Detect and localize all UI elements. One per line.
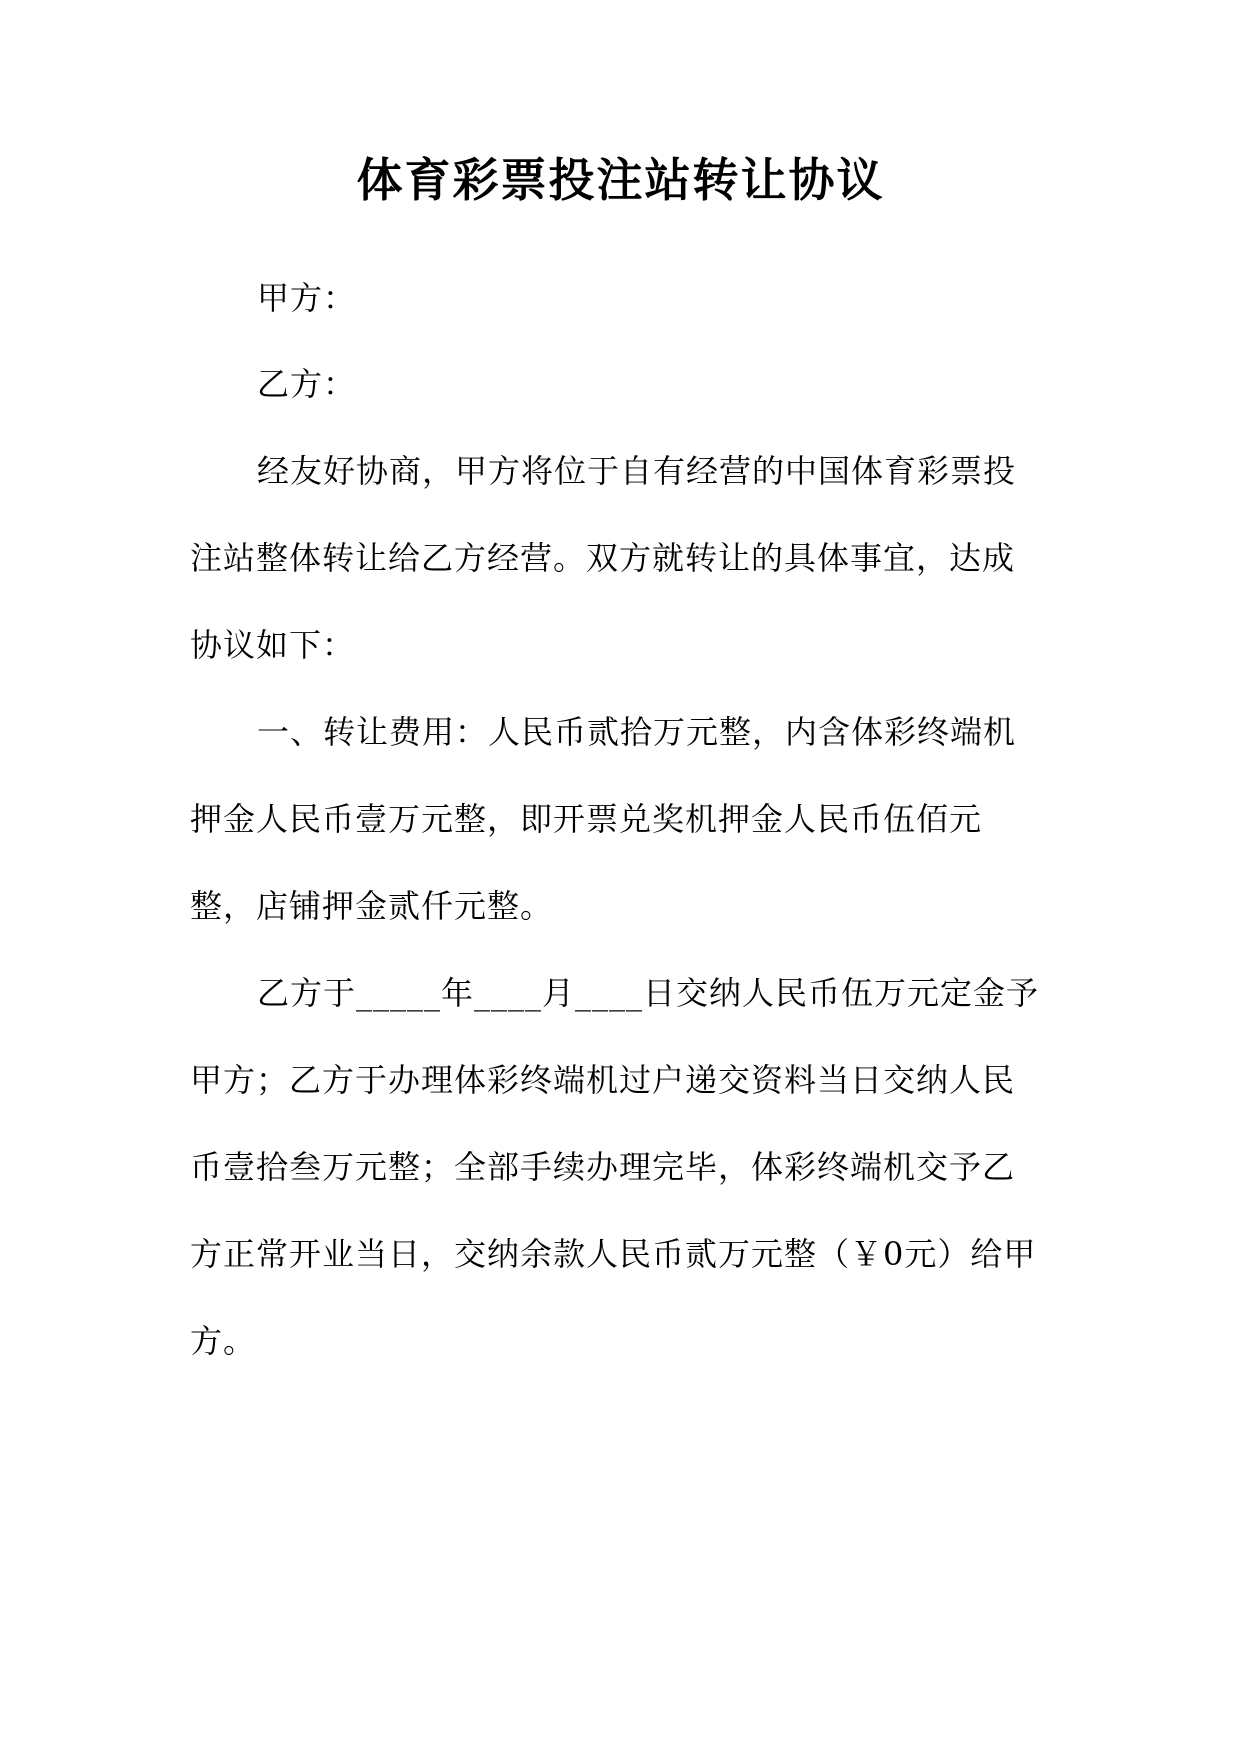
clause-line: 一、转让费用：人民币贰拾万元整，内含体彩终端机 — [257, 713, 1017, 751]
party-a-line: 甲方： — [257, 279, 357, 317]
party-b-line: 乙方： — [257, 365, 357, 403]
paragraph-line: 注站整体转让给乙方经营。双方就转让的具体事宜，达成 — [190, 539, 1016, 577]
payment-line: 方。 — [190, 1322, 257, 1360]
paragraph-line: 经友好协商，甲方将位于自有经营的中国体育彩票投 — [257, 452, 1017, 490]
clause-line: 整，店铺押金贰仟元整。 — [190, 887, 554, 925]
payment-line: 甲方；乙方于办理体彩终端机过户递交资料当日交纳人民 — [190, 1061, 1016, 1099]
payment-line: 方正常开业当日，交纳余款人民币贰万元整（￥0元）给甲 — [190, 1235, 1037, 1273]
payment-line: 乙方于_____年____月____日交纳人民币伍万元定金予 — [257, 974, 1040, 1012]
paragraph-line: 协议如下： — [190, 626, 356, 664]
document-title: 体育彩票投注站转让协议 — [356, 153, 885, 207]
clause-line: 押金人民币壹万元整，即开票兑奖机押金人民币伍佰元 — [190, 800, 983, 838]
payment-line: 币壹拾叁万元整；全部手续办理完毕，体彩终端机交予乙 — [190, 1148, 1016, 1186]
